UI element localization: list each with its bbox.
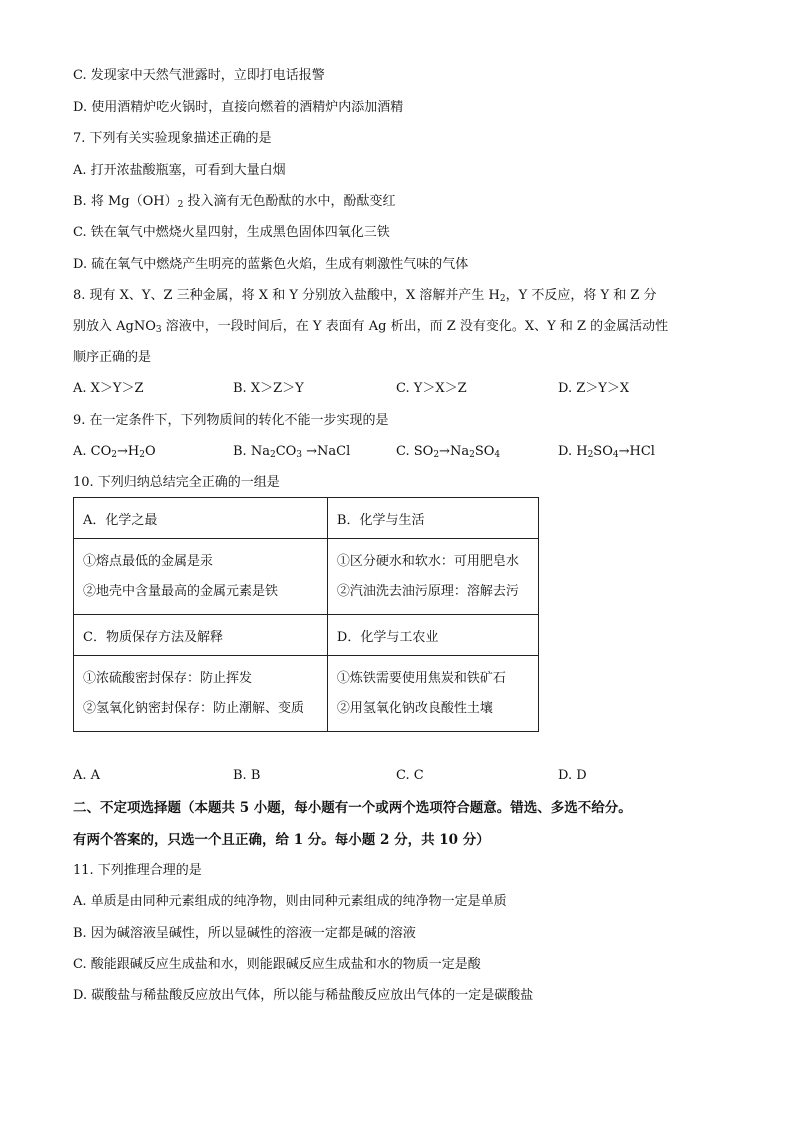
q9-option-b: B. $Na_2CO_3$ →NaCl bbox=[233, 444, 351, 460]
table-cell-d-heading: D．化学与工农业 bbox=[327, 615, 538, 656]
q10-option-a: A. A bbox=[73, 768, 101, 783]
q11-option-c: C. 酸能跟碱反应生成盐和水，则能跟碱反应生成盐和水的物质一定是酸 bbox=[73, 957, 481, 972]
q10-option-c: C. C bbox=[396, 768, 424, 783]
q7-stem: 7. 下列有关实验现象描述正确的是 bbox=[73, 131, 272, 146]
q6-option-d: D. 使用酒精炉吃火锅时，直接向燃着的酒精炉内添加酒精 bbox=[73, 100, 404, 115]
q8-option-c: C. Y＞X＞Z bbox=[396, 381, 467, 396]
table-b-item-2: ②汽油洗去油污原理：溶解去污 bbox=[336, 583, 519, 599]
table-cell-d-body bbox=[327, 656, 538, 732]
q10-option-b: B. B bbox=[233, 768, 261, 783]
table-cell-b-body bbox=[327, 539, 538, 615]
table-cell-c-heading: C．物质保存方法及解释 bbox=[74, 615, 328, 656]
table-d-item-2: ②用氢氧化钠改良酸性土壤 bbox=[336, 700, 493, 716]
q11-option-d: D. 碳酸盐与稀盐酸反应放出气体，所以能与稀盐酸反应放出气体的一定是碳酸盐 bbox=[73, 988, 534, 1003]
table-b-item-1: ①区分硬水和软水：可用肥皂水 bbox=[336, 553, 519, 569]
q9-option-c: C. $SO_2\to Na_2SO_4$ bbox=[396, 444, 501, 460]
q7-option-a: A. 打开浓盐酸瓶塞，可看到大量白烟 bbox=[73, 163, 286, 178]
q8-stem-line1: 8. 现有 X、Y、Z 三种金属，将 X 和 Y 分别放入盐酸中，X 溶解并产生 $H_2$，Y 不反应，将 Y 和 Z 分 bbox=[73, 288, 657, 304]
table-cell-a-heading: A．化学之最 bbox=[74, 498, 328, 539]
q10-stem: 10. 下列归纳总结完全正确的一组是 bbox=[73, 475, 280, 490]
q11-stem: 11. 下列推理合理的是 bbox=[73, 863, 202, 878]
table-d-item-1: ①炼铁需要使用焦炭和铁矿石 bbox=[336, 670, 506, 686]
q8-stem-line3: 顺序正确的是 bbox=[73, 350, 152, 365]
q8-option-d: D. Z＞Y＞X bbox=[558, 381, 630, 396]
q7-option-b: B. 将 $Mg(OH)_2$ 投入滴有无色酚酞的水中，酚酞变红 bbox=[73, 194, 396, 210]
table-a-item-1: ①熔点最低的金属是汞 bbox=[83, 553, 214, 569]
section-2-heading-line2: 有两个答案的，只选一个且正确，给 1 分。每小题 2 分，共 10 分） bbox=[73, 832, 490, 848]
table-a-item-2: ②地壳中含量最高的金属元素是铁 bbox=[83, 583, 279, 599]
table-cell-c-body bbox=[74, 656, 328, 732]
q10-summary-table bbox=[73, 497, 539, 732]
section-2-heading-line1: 二、不定项选择题（本题共 5 小题，每小题有一个或两个选项符合题意。错选、多选不给分。 bbox=[73, 800, 632, 816]
q8-stem-line2: 别放入 AgNO$_3$ 溶液中，一段时间后，在 Y 表面有 Ag 析出，而 Z 没有变化。X、Y 和 Z 的金属活动性 bbox=[73, 319, 669, 335]
q7-option-d: D. 硫在氧气中燃烧产生明亮的蓝紫色火焰，生成有刺激性气味的气体 bbox=[73, 257, 469, 272]
q8-option-b: B. X＞Z＞Y bbox=[233, 381, 304, 396]
q11-option-b: B. 因为碱溶液呈碱性，所以显碱性的溶液一定都是碱的溶液 bbox=[73, 926, 416, 941]
table-c-item-2: ②氢氧化钠密封保存：防止潮解、变质 bbox=[83, 700, 305, 716]
q7-option-c: C. 铁在氧气中燃烧火星四射，生成黑色固体四氧化三铁 bbox=[73, 225, 390, 240]
q8-option-a: A. X＞Y＞Z bbox=[73, 381, 144, 396]
q9-option-a: A. $CO_2\to H_2O$ bbox=[73, 444, 156, 460]
q11-option-a: A. 单质是由同种元素组成的纯净物，则由同种元素组成的纯净物一定是单质 bbox=[73, 894, 507, 909]
q6-option-c: C. 发现家中天然气泄露时，立即打电话报警 bbox=[73, 68, 325, 83]
q9-option-d: D. $H_2SO_4\to HCl$ bbox=[558, 444, 655, 460]
q10-option-d: D. D bbox=[558, 768, 587, 783]
table-cell-a-body bbox=[74, 539, 328, 615]
table-c-item-1: ①浓硫酸密封保存：防止挥发 bbox=[83, 670, 253, 686]
q9-stem: 9. 在一定条件下，下列物质间的转化不能一步实现的是 bbox=[73, 413, 389, 428]
table-cell-b-heading: B．化学与生活 bbox=[327, 498, 538, 539]
